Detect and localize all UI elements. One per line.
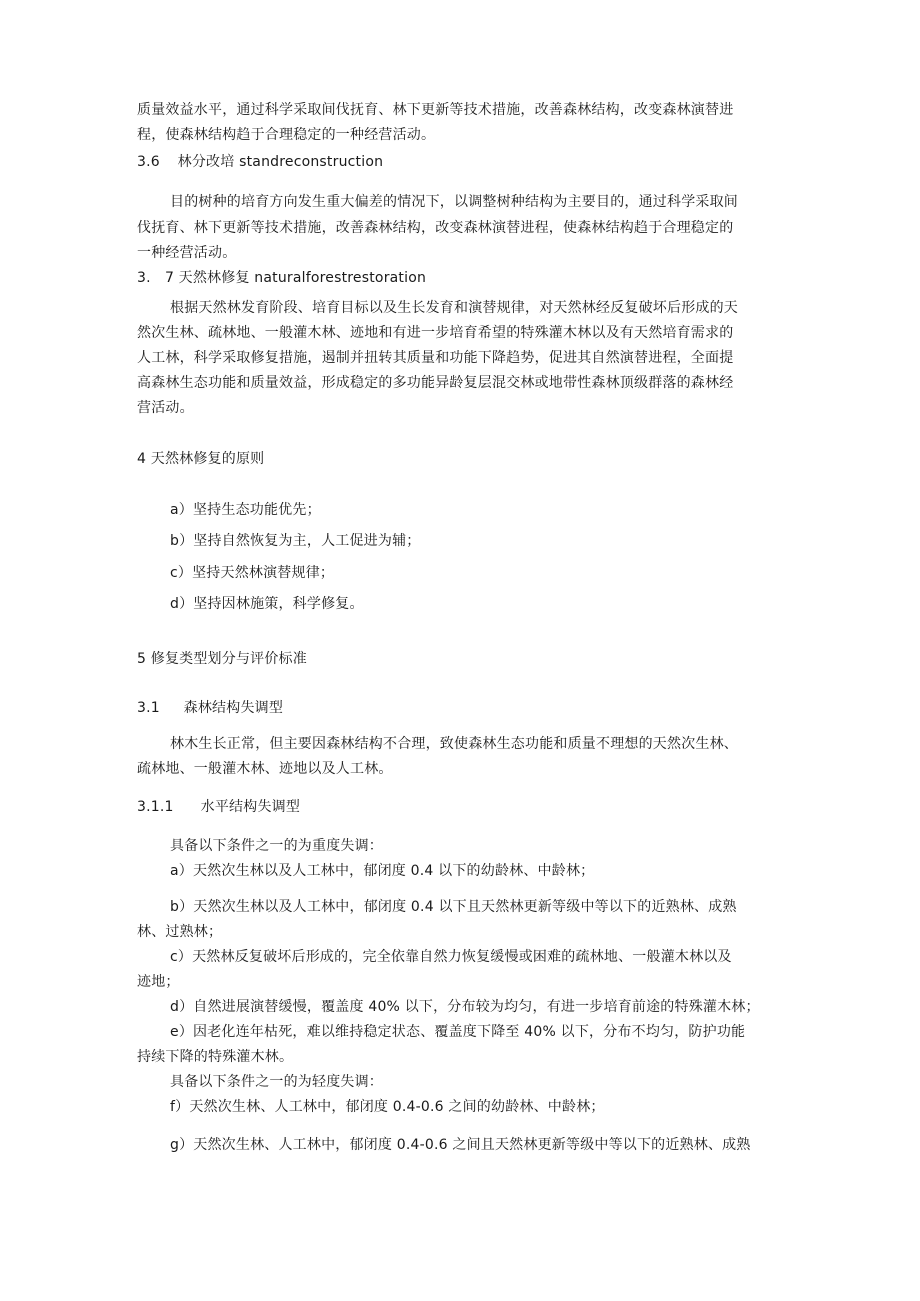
section-number: 3.6 (137, 154, 160, 170)
list-item: c）天然林反复破坏后形成的，完全依靠自然力恢复缓慢或困难的疏林地、一般灌木林以及 (170, 949, 732, 965)
list-item: f）天然次生林、人工林中，郁闭度 0.4-0.6 之间的幼龄林、中龄林； (170, 1099, 605, 1115)
paragraph-line: 高森林生态功能和质量效益，形成稳定的多功能异龄复层混交林或地带性森林顶级群落的森林经 (137, 375, 734, 391)
paragraph-line: 营活动。 (137, 400, 194, 416)
paragraph-line: 疏林地、一般灌木林、迹地以及人工林。 (137, 761, 393, 777)
list-item: a）坚持生态功能优先； (170, 502, 321, 518)
section-heading-3-6 (137, 152, 383, 172)
list-item: d）坚持因林施策，科学修复。 (170, 596, 364, 612)
list-item-continuation: 林、过熟林； (137, 924, 223, 940)
section-title: 林分改培 standreconstruction (177, 154, 384, 170)
list-item: c）坚持天然林演替规律； (170, 565, 335, 581)
paragraph-line: 一种经营活动。 (137, 245, 237, 261)
section-heading-3-1-1 (137, 797, 300, 817)
paragraph-line: 目的树种的培育方向发生重大偏差的情况下，以调整树种结构为主要目的，通过科学采取间 (170, 194, 738, 210)
section-heading-3-1 (137, 698, 283, 718)
section-heading-5: 5 修复类型划分与评价标准 (137, 651, 307, 667)
section-title: 天然林修复 naturalforestrestoration (178, 270, 427, 286)
list-item-continuation: 持续下降的特殊灌木林。 (137, 1049, 294, 1065)
list-item-continuation: 迹地； (137, 974, 180, 990)
list-item: b）天然次生林以及人工林中，郁闭度 0.4 以下且天然林更新等级中等以下的近熟林、成熟 (170, 899, 737, 915)
list-item: e）因老化连年枯死，难以维持稳定状态、覆盖度下降至 40% 以下，分布不均匀，防护功能 (170, 1024, 746, 1040)
section-heading-4: 4 天然林修复的原则 (137, 451, 265, 467)
paragraph-line: 人工林，科学采取修复措施，遏制并扭转其质量和功能下降趋势，促进其自然演替进程，全面提 (137, 350, 734, 366)
list-item: a）天然次生林以及人工林中，郁闭度 0.4 以下的幼龄林、中龄林； (170, 863, 595, 879)
paragraph-line: 林木生长正常，但主要因森林结构不合理，致使森林生态功能和质量不理想的天然次生林、 (170, 736, 738, 752)
paragraph-line: 程，使森林结构趋于合理稳定的一种经营活动。 (137, 127, 436, 143)
paragraph-line: 具备以下条件之一的为重度失调： (170, 838, 383, 854)
list-item: d）自然进展演替缓慢，覆盖度 40% 以下，分布较为均匀，有进一步培育前途的特殊灌木林； (170, 999, 760, 1015)
section-title: 水平结构失调型 (200, 799, 301, 815)
paragraph-line: 具备以下条件之一的为轻度失调： (170, 1074, 383, 1090)
paragraph-line: 伐抚育、林下更新等技术措施，改善森林结构，改变森林演替进程，使森林结构趋于合理稳定的 (137, 220, 734, 236)
paragraph-line: 然次生林、疏林地、一般灌木林、迹地和有进一步培育希望的特殊灌木林以及有天然培育需求的 (137, 325, 734, 341)
paragraph-line: 质量效益水平，通过科学采取间伐抚育、林下更新等技术措施，改善森林结构，改变森林演替进 (137, 102, 734, 118)
paragraph-line: 根据天然林发育阶段、培育目标以及生长发育和演替规律，对天然林经反复破坏后形成的天 (170, 300, 738, 316)
section-heading-3-7 (137, 268, 426, 288)
section-number: 3.1 (137, 700, 160, 716)
section-number: 3.1.1 (137, 799, 174, 815)
section-title: 森林结构失调型 (183, 700, 284, 716)
section-number: 3. 7 (137, 270, 175, 286)
list-item: b）坚持自然恢复为主，人工促进为辅； (170, 533, 421, 549)
list-item: g）天然次生林、人工林中，郁闭度 0.4-0.6 之间且天然林更新等级中等以下的近熟林、成熟 (170, 1137, 751, 1153)
